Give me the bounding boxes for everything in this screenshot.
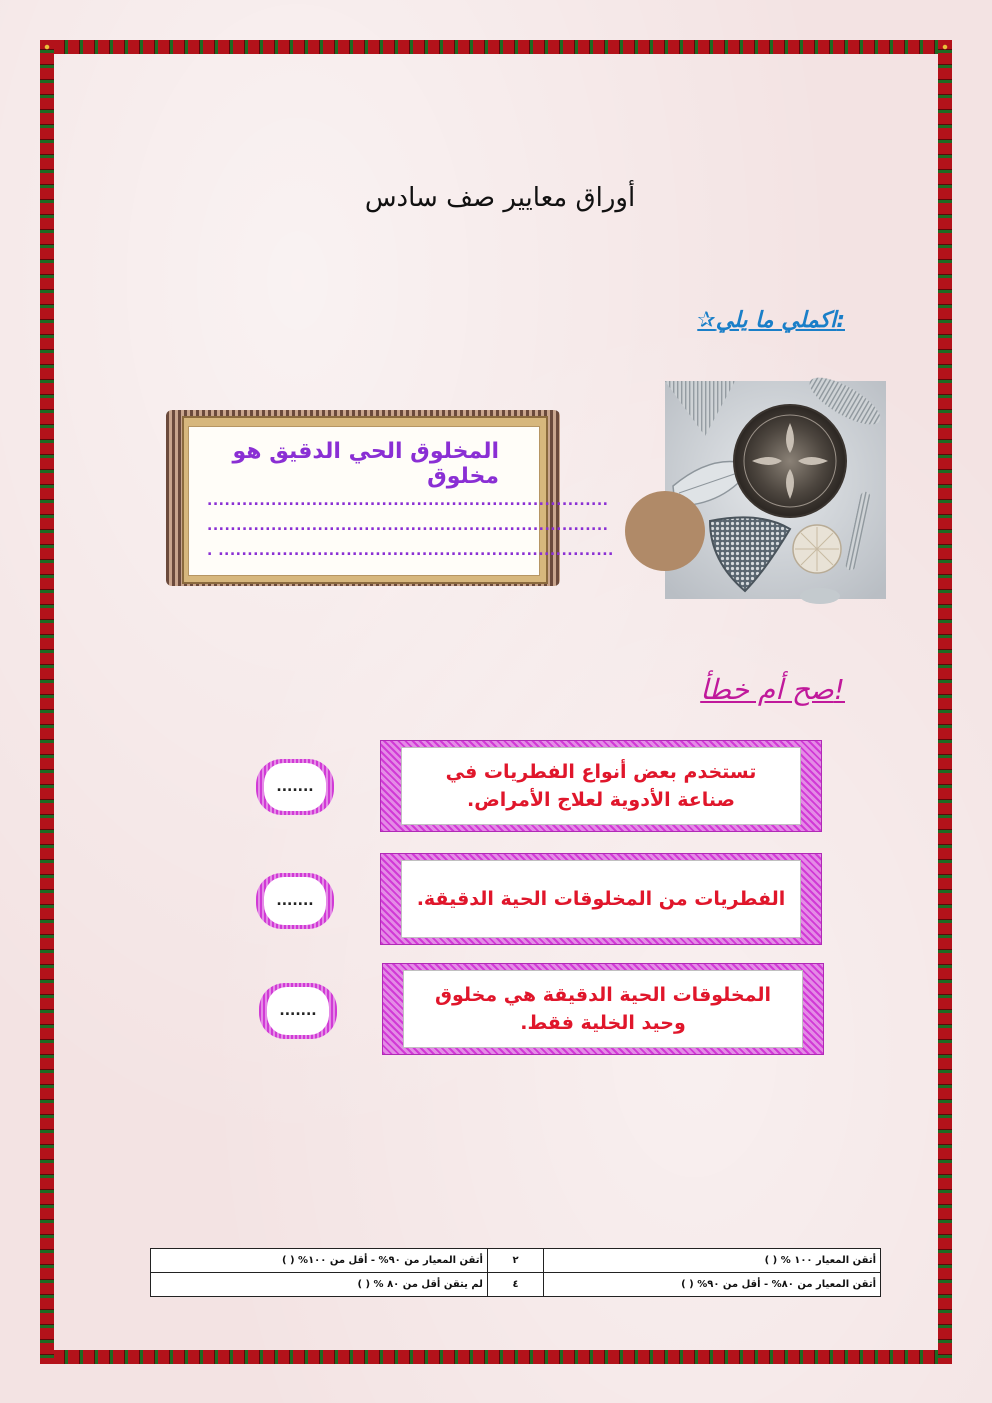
table-row [151,1273,881,1297]
statement-card-inner [401,747,801,825]
diatom-illustration [665,381,886,599]
table-cell: ٢ [487,1249,543,1273]
scroll-paper [188,426,614,576]
decorative-border-right [938,40,952,1364]
statement-card-2 [380,853,822,945]
true-false-heading: صح أم خطأ! [700,673,845,706]
answer-line-2[interactable]: ..................................................................... [207,518,609,534]
table-cell[interactable]: أتقن المعيار من ٩٠% - أقل من ١٠٠% ( ) [151,1249,488,1273]
table-row [151,1249,881,1273]
answer-line-3[interactable]: . .................................................................... [207,543,614,559]
answer-box-1[interactable] [256,759,334,815]
statement-text-2: الفطريات من المخلوقات الحية الدقيقة. [416,888,786,910]
complete-section-heading: ✰اكملي ما يلي: [697,308,845,333]
complete-prompt: المخلوق الحي الدقيق هو مخلوق [232,439,499,489]
decorative-border-left [40,40,54,1364]
page-title: أوراق معايير صف سادس [364,183,636,213]
answer-box-2[interactable] [256,873,334,929]
scroll-frame [166,410,614,586]
answer-placeholder-3[interactable]: ....... [267,987,329,1035]
diatom-image [665,381,886,599]
table-cell: ٤ [487,1273,543,1297]
statement-card-3 [382,963,824,1055]
statement-text-3: المخلوقات الحية الدقيقة هي مخلوق وحيد الخلية فقط. [434,984,772,1034]
statement-card-inner [401,860,801,938]
table-cell[interactable]: لم يتقن أقل من ٨٠ % ( ) [151,1273,488,1297]
decorative-border-bottom [40,1350,952,1364]
statement-text-1: تستخدم بعض أنواع الفطريات في صناعة الأدوية لعلاج الأمراض. [445,761,757,811]
table-cell[interactable]: أتقن المعيار ١٠٠ % ( ) [544,1249,881,1273]
decorative-border-top [40,40,952,54]
statement-card-inner [403,970,803,1048]
table-cell[interactable]: أتقن المعيار من ٨٠% - أقل من ٩٠% ( ) [544,1273,881,1297]
answer-placeholder-1[interactable]: ....... [264,763,326,811]
grading-table [150,1248,881,1297]
answer-box-3[interactable] [259,983,337,1039]
answer-line-1[interactable]: ..................................................................... [207,493,609,509]
answer-placeholder-2[interactable]: ....... [264,877,326,925]
statement-card-1 [380,740,822,832]
